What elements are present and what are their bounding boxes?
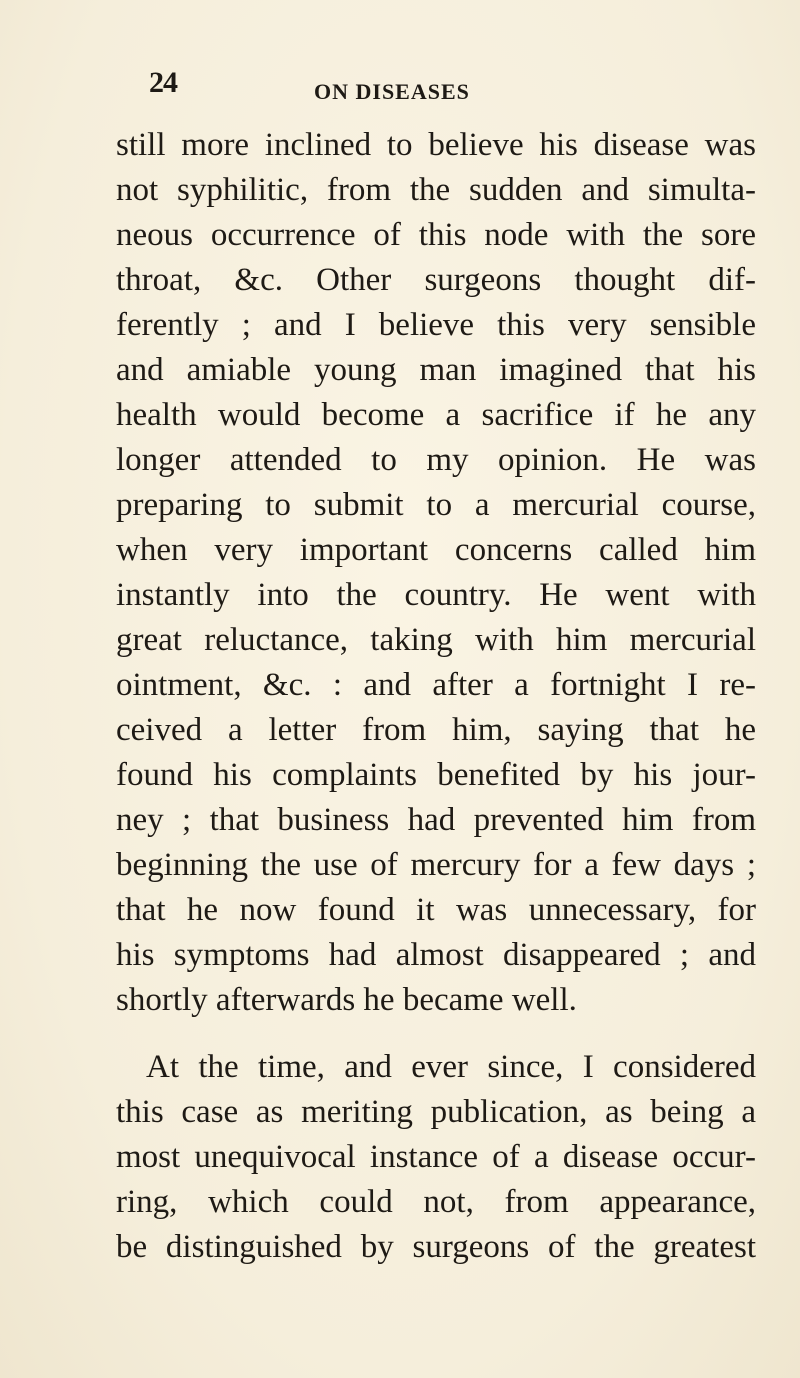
text-line: when very important concerns called him [116, 532, 756, 568]
text-line: and amiable young man imagined that his [116, 352, 756, 388]
text-line: ceived a letter from him, saying that he [116, 712, 756, 748]
text-line: instantly into the country. He went with [116, 577, 756, 613]
text-line: still more inclined to believe his disease was [116, 127, 756, 163]
page-number: 24 [149, 66, 177, 99]
text-line: his symptoms had almost disappeared ; and [116, 937, 756, 973]
text-line: most unequivocal instance of a disease occur- [116, 1139, 756, 1175]
text-line: ointment, &c. : and after a fortnight I re- [116, 667, 756, 703]
text-line: longer attended to my opinion. He was [116, 442, 756, 478]
running-head: ON DISEASES [314, 79, 470, 104]
text-line: be distinguished by surgeons of the greatest [116, 1229, 756, 1265]
text-line: preparing to submit to a mercurial course, [116, 487, 756, 523]
text-line: found his complaints benefited by his jour- [116, 757, 756, 793]
text-line: beginning the use of mercury for a few days ; [116, 847, 756, 883]
text-line: this case as meriting publication, as being a [116, 1094, 756, 1130]
paragraph-gap [116, 1023, 756, 1045]
text-line: great reluctance, taking with him mercurial [116, 622, 756, 658]
text-line: neous occurrence of this node with the sore [116, 217, 756, 253]
paragraph-2 [116, 1045, 756, 1270]
body-text [116, 123, 756, 1270]
paragraph-1 [116, 123, 756, 1023]
text-line: ring, which could not, from appearance, [116, 1184, 756, 1220]
text-line: health would become a sacrifice if he any [116, 397, 756, 433]
text-line: ferently ; and I believe this very sensible [116, 307, 756, 343]
text-line: shortly afterwards he became well. [116, 982, 577, 1018]
text-line: that he now found it was unnecessary, for [116, 892, 756, 928]
text-line: At the time, and ever since, I considered [146, 1049, 756, 1085]
text-line: throat, &c. Other surgeons thought dif- [116, 262, 756, 298]
text-line: not syphilitic, from the sudden and simulta- [116, 172, 756, 208]
text-line: ney ; that business had prevented him from [116, 802, 756, 838]
